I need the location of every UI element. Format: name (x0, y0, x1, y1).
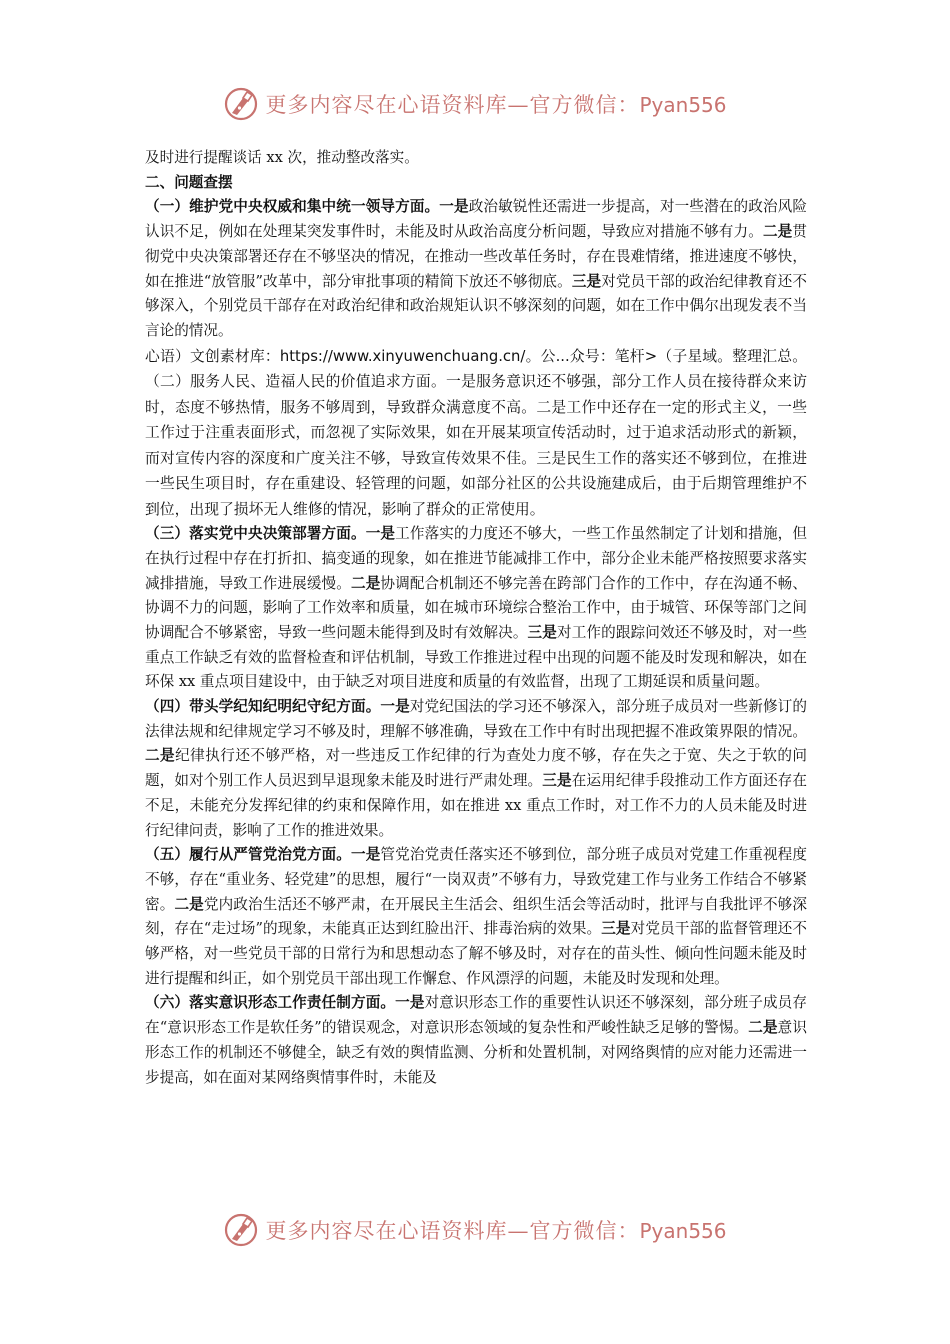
pen-nib-logo-icon (223, 86, 259, 122)
section-heading: 二、问题查摆 (145, 173, 233, 191)
wechat-id: Pyan556 (639, 93, 727, 117)
issue-paragraph-6: （六）落实意识形态工作责任制方面。一是对意识形态工作的重要性认识还不够深刻，部分班子成员存在“意识形态工作是软任务”的错误观念，对意识形态领域的复杂性和严峻性缺乏足够的警惕。二是意识形态工作的机制还不够健全，缺乏有效的舆情监测、分析和处置机制，对网络舆情的应对能力还需进一步提高，如在面对某网络舆情事件时，未能及 (145, 994, 807, 1086)
document-body (145, 146, 807, 1090)
issue-paragraph-3: （三）落实党中央决策部署方面。一是工作落实的力度还不够大，一些工作虽然制定了计划和措施，但在执行过程中存在打折扣、搞变通的现象，如在推进节能减排工作中，部分企业未能严格按照要求落实减排措施，导致工作进展缓慢。二是协调配合机制还不够完善在跨部门合作的工作中，存在沟通不畅、协调不力的问题，影响了工作效率和质量，如在城市环境综合整治工作中，由于城管、环保等部门之间协调配合不够紧密，导致一些问题未能得到及时有效解决。三是对工作的跟踪问效还不够及时，对一些重点工作缺乏有效的监督检查和评估机制，导致工作推进过程中出现的问题不能及时发现和解决，如在环保 xx 重点项目建设中，由于缺乏对项目进度和质量的有效监督，出现了工期延误和质量问题。 (145, 525, 807, 691)
paragraph-continued: 及时进行提醒谈话 xx 次，推动整改落实。 (145, 149, 419, 166)
wechat-id: Pyan556 (639, 1219, 727, 1243)
issue-paragraph-1: （一）维护党中央权威和集中统一领导方面。一是政治敏锐性还需进一步提高，对一些潜在的政治风险认识不足，例如在处理某突发事件时，未能及时从政治高度分析问题，导致应对措施不够有力。二是贯彻党中央决策部署还存在不够坚决的情况，在推动一些改革任务时，存在畏难情绪，推进速度不够快，如在推进“放管服”改革中，部分审批事项的精简下放还不够彻底。三是对党员干部的政治纪律教育还不够深入，个别党员干部存在对政治纪律和政治规矩认识不够深刻的问题，如在工作中偶尔出现发表不当言论的情况。 (145, 198, 807, 339)
pen-nib-logo-icon (223, 1212, 259, 1248)
watermark-banner-top (0, 84, 950, 124)
issue-paragraph-4: （四）带头学纪知纪明纪守纪方面。一是对党纪国法的学习还不够深入，部分班子成员对一些新修订的法律法规和纪律规定学习不够及时，理解不够准确，导致在工作中有时出现把握不准政策界限的情况。二是纪律执行还不够严格，对一些违反工作纪律的行为查处力度不够，存在失之于宽、失之于软的问题，如对个别工作人员迟到早退现象未能及时进行严肃处理。三是在运用纪律手段推动工作方面还存在不足，未能充分发挥纪律的约束和保障作用，如在推进 xx 重点工作时，对工作不力的人员未能及时进行纪律问责，影响了工作的推进效果。 (145, 698, 807, 839)
watermark-banner-bottom (0, 1210, 950, 1250)
issue-paragraph-5: （五）履行从严管党治党方面。一是管党治党责任落实还不够到位，部分班子成员对党建工作重视程度不够，存在“重业务、轻党建”的思想，履行“一岗双责”不够有力，导致党建工作与业务工作结合不够紧密。二是党内政治生活还不够严肃，在开展民主生活会、组织生活会等活动时，批评与自我批评不够深刻，存在“走过场”的现象，未能真正达到红脸出汗、排毒治病的效果。三是对党员干部的监督管理还不够严格，对一些党员干部的日常行为和思想动态了解不够及时，对存在的苗头性、倾向性问题未能及时进行提醒和纠正，如个别党员干部出现工作懈怠、作风漂浮的问题，未能及时发现和处理。 (145, 846, 807, 987)
issue-paragraph-2-inserted: 心语）文创素材库：https://www.xinyuwenchuang.cn/。公...众号：笔杆>（子星域。整理汇总。（二）服务人民、造福人民的价值追求方面。一是服务意识还不够强，部分工作人员在接待群众来访时，态度不够热情，服务不够周到，导致群众满意度不高。二是工作中还存在一定的形式主义，一些工作过于注重表面形式，而忽视了实际效果，如在开展某项宣传活动时，过于追求活动形式的新颖，而对宣传内容的深度和广度关注不够，导致宣传效果不佳。三是民生工作的落实还不够到位，在推进一些民生项目时，存在重建设、轻管理的问题，如部分社区的公共设施建成后，由于后期管理维护不到位，出现了损坏无人维修的情况，影响了群众的正常使用。 (145, 347, 807, 518)
watermark-text: 更多内容尽在心语资料库—官方微信：Pyan556 (265, 93, 727, 117)
watermark-text: 更多内容尽在心语资料库—官方微信：Pyan556 (265, 1219, 727, 1243)
